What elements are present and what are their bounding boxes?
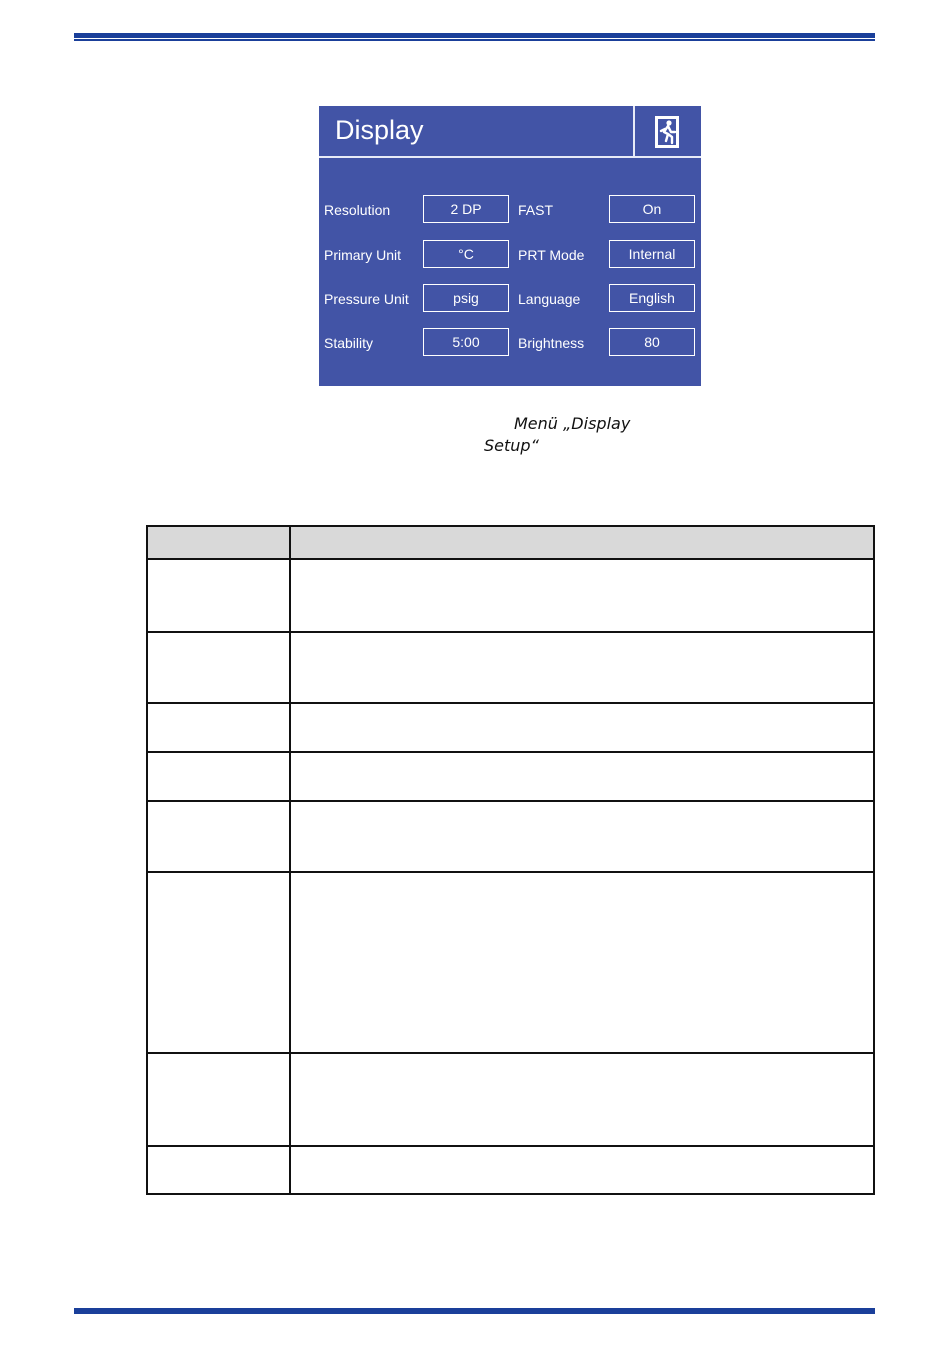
footer-rule <box>74 1308 875 1314</box>
resolution-label: Resolution <box>324 202 391 218</box>
table-row-divider <box>148 871 873 873</box>
exit-door-icon <box>654 115 680 149</box>
caption-line-1: Menü „Display <box>514 414 631 433</box>
primary-unit-value[interactable]: °C <box>423 240 509 268</box>
pressure-unit-label: Pressure Unit <box>324 291 409 307</box>
header-rule <box>74 33 875 38</box>
prt-mode-label: PRT Mode <box>518 247 585 263</box>
brightness-label: Brightness <box>518 335 585 351</box>
exit-button[interactable] <box>633 106 699 157</box>
settings-table <box>146 525 875 1195</box>
header-rule-thin <box>74 39 875 41</box>
screen-header <box>319 106 701 158</box>
brightness-value[interactable]: 80 <box>609 328 695 356</box>
table-row-divider <box>148 702 873 704</box>
table-row-divider <box>148 1052 873 1054</box>
table-header-row <box>148 527 873 560</box>
stability-label: Stability <box>324 335 374 351</box>
prt-mode-value[interactable]: Internal <box>609 240 695 268</box>
stability-value[interactable]: 5:00 <box>423 328 509 356</box>
fast-label: FAST <box>518 202 554 218</box>
primary-unit-label: Primary Unit <box>324 247 402 263</box>
fast-value[interactable]: On <box>609 195 695 223</box>
table-row-divider <box>148 800 873 802</box>
resolution-value[interactable]: 2 DP <box>423 195 509 223</box>
language-value[interactable]: English <box>609 284 695 312</box>
column-divider <box>289 527 291 1193</box>
display-setup-screen <box>319 106 701 386</box>
table-row-divider <box>148 751 873 753</box>
table-row-divider <box>148 1145 873 1147</box>
screen-title: Display <box>335 115 424 145</box>
pressure-unit-value[interactable]: psig <box>423 284 509 312</box>
table-row-divider <box>148 631 873 633</box>
caption-line-2: Setup“ <box>484 436 539 455</box>
language-label: Language <box>518 291 581 307</box>
